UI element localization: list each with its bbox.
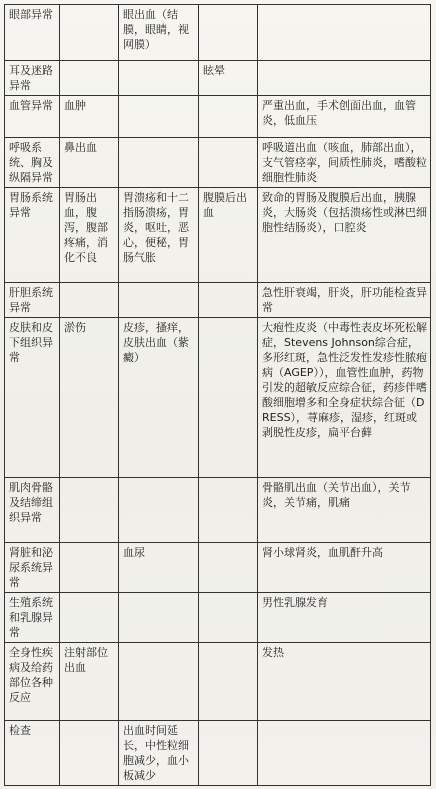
organ-system-cell: 全身性疾病及给药部位各种反应 — [5, 643, 60, 721]
organ-system-cell: 肌肉骨骼及结缔组织异常 — [5, 478, 60, 543]
frequency-cell-2 — [119, 643, 199, 721]
adverse-reaction-table — [4, 4, 431, 786]
table-body — [5, 5, 431, 786]
frequency-cell-4: 急性肝衰竭，肝炎，肝功能检查异常 — [258, 283, 431, 318]
frequency-cell-1 — [60, 283, 119, 318]
frequency-cell-4: 严重出血，手术创面出血，血管炎，低血压 — [258, 96, 431, 138]
table-row — [5, 593, 431, 643]
frequency-cell-1 — [60, 593, 119, 643]
frequency-cell-4 — [258, 721, 431, 786]
frequency-cell-2: 胃溃疡和十二指肠溃疡，胃炎，呕吐，恶心，便秘，胃肠气胀 — [119, 188, 199, 283]
table-row — [5, 61, 431, 96]
frequency-cell-1: 胃肠出血，腹泻，腹部疼痛，消化不良 — [60, 188, 119, 283]
organ-system-cell: 血管异常 — [5, 96, 60, 138]
frequency-cell-3 — [199, 283, 258, 318]
frequency-cell-3 — [199, 5, 258, 61]
frequency-cell-1 — [60, 478, 119, 543]
frequency-cell-1: 鼻出血 — [60, 138, 119, 188]
table-row — [5, 138, 431, 188]
frequency-cell-4: 发热 — [258, 643, 431, 721]
table-row — [5, 318, 431, 478]
table-row — [5, 478, 431, 543]
organ-system-cell: 肝胆系统异常 — [5, 283, 60, 318]
frequency-cell-2: 出血时间延长，中性粒细胞减少，血小板减少 — [119, 721, 199, 786]
frequency-cell-2 — [119, 61, 199, 96]
organ-system-cell: 耳及迷路异常 — [5, 61, 60, 96]
frequency-cell-2: 血尿 — [119, 543, 199, 593]
frequency-cell-3 — [199, 96, 258, 138]
frequency-cell-4: 骨骼肌出血（关节出血），关节炎，关节痛，肌痛 — [258, 478, 431, 543]
table-row — [5, 5, 431, 61]
table-row — [5, 188, 431, 283]
frequency-cell-3 — [199, 478, 258, 543]
organ-system-cell: 生殖系统和乳腺异常 — [5, 593, 60, 643]
table-row — [5, 96, 431, 138]
organ-system-cell: 皮肤和皮下组织异常 — [5, 318, 60, 478]
frequency-cell-3: 腹膜后出血 — [199, 188, 258, 283]
frequency-cell-2 — [119, 283, 199, 318]
organ-system-cell: 呼吸系统、胸及纵隔异常 — [5, 138, 60, 188]
frequency-cell-4 — [258, 61, 431, 96]
frequency-cell-3: 眩晕 — [199, 61, 258, 96]
organ-system-cell: 检查 — [5, 721, 60, 786]
table-row — [5, 643, 431, 721]
frequency-cell-4: 呼吸道出血（咳血，肺部出血），支气管痉挛，间质性肺炎，嗜酸粒细胞性肺炎 — [258, 138, 431, 188]
frequency-cell-4: 致命的胃肠及腹膜后出血，胰腺炎，大肠炎（包括溃疡性或淋巴细胞性结肠炎），口腔炎 — [258, 188, 431, 283]
frequency-cell-2 — [119, 96, 199, 138]
frequency-cell-1: 注射部位出血 — [60, 643, 119, 721]
frequency-cell-3 — [199, 721, 258, 786]
organ-system-cell: 胃肠系统异常 — [5, 188, 60, 283]
frequency-cell-3 — [199, 593, 258, 643]
frequency-cell-4 — [258, 5, 431, 61]
frequency-cell-4: 肾小球肾炎，血肌酐升高 — [258, 543, 431, 593]
frequency-cell-2 — [119, 478, 199, 543]
table-row — [5, 721, 431, 786]
table-row — [5, 543, 431, 593]
frequency-cell-1 — [60, 543, 119, 593]
table-row — [5, 283, 431, 318]
frequency-cell-1: 淤伤 — [60, 318, 119, 478]
frequency-cell-2: 眼出血（结膜，眼睛，视网膜） — [119, 5, 199, 61]
frequency-cell-2 — [119, 138, 199, 188]
frequency-cell-1 — [60, 5, 119, 61]
frequency-cell-1: 血肿 — [60, 96, 119, 138]
frequency-cell-2 — [119, 593, 199, 643]
frequency-cell-1 — [60, 721, 119, 786]
frequency-cell-3 — [199, 318, 258, 478]
frequency-cell-3 — [199, 138, 258, 188]
organ-system-cell: 肾脏和泌尿系统异常 — [5, 543, 60, 593]
organ-system-cell: 眼部异常 — [5, 5, 60, 61]
frequency-cell-3 — [199, 643, 258, 721]
frequency-cell-2: 皮疹，搔痒，皮肤出血（紫癜） — [119, 318, 199, 478]
frequency-cell-4: 大疱性皮炎（中毒性表皮坏死松解症，Stevens Johnson综合症，多形红斑，急性泛发性发疹性脓疱病（AGEP）），血管性血肿，药物引发的超敏反应综合征，药疹伴嗜酸细胞增多和全身症状综合征（DRESS），荨麻疹，湿疹，红斑或剥脱性皮疹，扁平台藓 — [258, 318, 431, 478]
frequency-cell-3 — [199, 543, 258, 593]
frequency-cell-1 — [60, 61, 119, 96]
frequency-cell-4: 男性乳腺发育 — [258, 593, 431, 643]
